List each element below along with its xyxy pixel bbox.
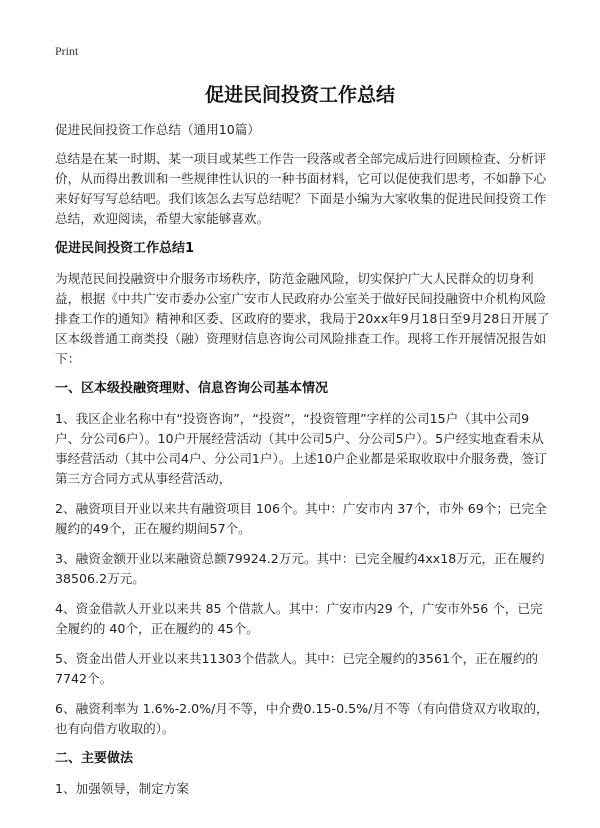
- article-body: [55, 120, 551, 809]
- list-item: 5、资金出借人开业以来共11303个借款人。其中：已完全履约的3561个，正在履约的7742个。: [55, 651, 539, 686]
- article-subtitle: 促进民间投资工作总结（通用10篇）: [55, 122, 260, 137]
- subsection-heading-two: 二、主要做法: [55, 751, 134, 766]
- list-item: 3、融资金额开业以来融资总额79924.2万元。其中：已完全履约4xx18万元，正在履约38506.2万元。: [55, 551, 545, 586]
- section-heading: 促进民间投资工作总结1: [55, 241, 195, 256]
- list-item: 1、加强领导，制定方案: [55, 781, 189, 796]
- intro-paragraph: 总结是在某一时期、某一项目或某些工作告一段落或者全部完成后进行回顾检查、分析评价，从而得出教训和一些规律性认识的一种书面材料，它可以促使我们思考，不如静下心来好好写写总结吧。我们该怎么去写总结呢？下面是小编为大家收集的促进民间投资工作总结，欢迎阅读，希望大家能够喜欢。: [55, 151, 547, 226]
- page-title: 促进民间投资工作总结: [204, 84, 395, 106]
- list-item: 4、资金借款人开业以来共 85 个借款人。其中：广安市内29 个，广安市外56 个，已完全履约的 40个，正在履约的 45个。: [55, 601, 543, 636]
- section-intro-paragraph: 为规范民间投融资中介服务市场秩序，防范金融风险，切实保护广大人民群众的切身利益，根据《中共广安市委办公室广安市人民政府办公室关于做好民间投融资中介机构风险排查工作的通知》精神和区委、区政府的要求，我局于20xx年9月18日至9月28日开展了区本级普通工商类投（融）资理财信息咨询公司风险排查工作。现将工作开展情况报告如下：: [55, 271, 550, 366]
- print-link[interactable]: Print: [55, 44, 79, 58]
- list-item: 2、融资项目开业以来共有融资项目 106个。其中：广安市内 37个，市外 69个；已完全履约的49个，正在履约期间57个。: [55, 501, 547, 536]
- list-item: 6、融资利率为 1.6%-2.0%/月不等，中介费0.15-0.5%/月不等（有向借贷双方收取的，也有向借方收取的）。: [55, 701, 549, 736]
- subsection-heading-one: 一、区本级投融资理财、信息咨询公司基本情况: [55, 381, 329, 396]
- list-item: 1、我区企业名称中有“投资咨询”，“投资”，“投资管理”字样的公司15户（其中公司9户、分公司6户）。10户开展经营活动（其中公司5户、分公司5户）。5户经实地查看未从事经营活动（其中公司4户、分公司1户）。上述10户企业都是采取收取中介服务费，签订第三方合同方式从事经营活动，: [55, 411, 547, 486]
